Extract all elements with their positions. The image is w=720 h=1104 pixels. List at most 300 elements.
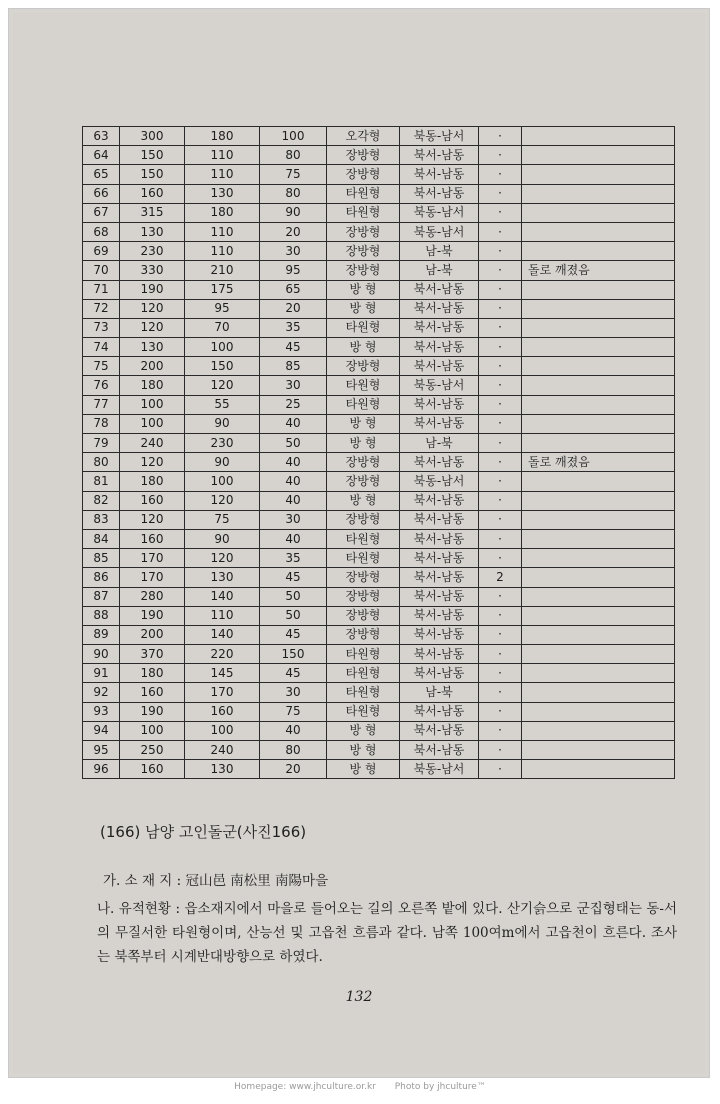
table-row	[83, 146, 675, 165]
table-cell: 남-북	[400, 261, 479, 280]
table-cell: 150	[120, 165, 185, 184]
table-cell: 방 형	[327, 721, 400, 740]
table-cell: 230	[185, 434, 260, 453]
table-cell: 93	[83, 702, 120, 721]
site-description: 나. 유적현황 : 읍소재지에서 마을로 들어오는 길의 오른쪽 밭에 있다. 산기슭으로 군집형태는 동-서의 무질서한 타원형이며, 산능선 및 고읍천 흐름과 같다. 남쪽 100여m에서 고읍천이 흐른다. 조사는 북쪽부터 시계반대방향으로 하였다.	[97, 901, 677, 965]
table-cell: 63	[83, 127, 120, 146]
table-cell: 타원형	[327, 203, 400, 222]
table-cell: 북서-남동	[400, 549, 479, 568]
table-cell: 북서-남동	[400, 318, 479, 337]
table-row	[83, 587, 675, 606]
table-cell: 북서-남동	[400, 568, 479, 587]
table-cell: 방 형	[327, 414, 400, 433]
table-cell: 190	[120, 280, 185, 299]
table-cell: 30	[260, 242, 327, 261]
table-cell: 40	[260, 414, 327, 433]
table-cell: ·	[479, 203, 522, 222]
table-cell: 장방형	[327, 510, 400, 529]
table-cell: 110	[185, 606, 260, 625]
table-cell: 타원형	[327, 664, 400, 683]
table-cell: 장방형	[327, 146, 400, 165]
table-cell: 92	[83, 683, 120, 702]
table-cell: 80	[260, 184, 327, 203]
table-cell: 장방형	[327, 357, 400, 376]
table-cell: 200	[120, 625, 185, 644]
table-row	[83, 664, 675, 683]
table-cell: ·	[479, 261, 522, 280]
table-cell	[522, 760, 675, 779]
table-row	[83, 434, 675, 453]
table-cell: 150	[185, 357, 260, 376]
table-cell: 북서-남동	[400, 357, 479, 376]
table-cell: 북동-남서	[400, 760, 479, 779]
table-cell: 160	[120, 184, 185, 203]
table-cell: 80	[83, 453, 120, 472]
table-cell: 240	[185, 741, 260, 760]
table-cell: ·	[479, 165, 522, 184]
table-cell: 100	[120, 414, 185, 433]
table-cell: 방 형	[327, 741, 400, 760]
table-cell: 160	[185, 702, 260, 721]
table-row	[83, 472, 675, 491]
section-title: (166) 남양 고인돌군(사진166)	[100, 823, 307, 841]
table-cell: 20	[260, 760, 327, 779]
table-cell: 160	[120, 529, 185, 548]
table-row	[83, 318, 675, 337]
table-row	[83, 338, 675, 357]
table-cell: 북서-남동	[400, 741, 479, 760]
table-cell: 200	[120, 357, 185, 376]
table-cell: 35	[260, 318, 327, 337]
table-cell: 170	[120, 549, 185, 568]
table-cell: ·	[479, 414, 522, 433]
table-row	[83, 702, 675, 721]
table-cell: ·	[479, 357, 522, 376]
table-cell: 120	[120, 510, 185, 529]
table-cell: 160	[120, 683, 185, 702]
table-cell: ·	[479, 184, 522, 203]
table-cell: 타원형	[327, 645, 400, 664]
table-cell: 120	[120, 453, 185, 472]
table-cell: 북서-남동	[400, 510, 479, 529]
table-cell	[522, 395, 675, 414]
table-cell: 180	[120, 472, 185, 491]
table-cell: ·	[479, 338, 522, 357]
table-row	[83, 357, 675, 376]
table-cell: 30	[260, 683, 327, 702]
table-cell: 40	[260, 472, 327, 491]
table-cell	[522, 721, 675, 740]
table-cell: 북서-남동	[400, 491, 479, 510]
table-cell: 50	[260, 606, 327, 625]
table-cell: 북서-남동	[400, 146, 479, 165]
table-cell	[522, 376, 675, 395]
table-cell: 75	[260, 702, 327, 721]
table-cell: 67	[83, 203, 120, 222]
table-cell: 64	[83, 146, 120, 165]
table-cell: 100	[185, 338, 260, 357]
table-cell	[522, 434, 675, 453]
table-cell: 110	[185, 242, 260, 261]
table-cell: ·	[479, 510, 522, 529]
table-cell: 145	[185, 664, 260, 683]
table-cell	[522, 510, 675, 529]
table-cell	[522, 664, 675, 683]
table-cell: 50	[260, 587, 327, 606]
table-cell: 북서-남동	[400, 414, 479, 433]
table-cell: 40	[260, 721, 327, 740]
table-cell: 66	[83, 184, 120, 203]
table-cell: 84	[83, 529, 120, 548]
table-cell: 75	[83, 357, 120, 376]
table-cell: 70	[185, 318, 260, 337]
table-cell: 장방형	[327, 568, 400, 587]
table-cell	[522, 625, 675, 644]
table-cell: 190	[120, 702, 185, 721]
table-cell: 타원형	[327, 395, 400, 414]
table-cell: 장방형	[327, 165, 400, 184]
table-cell: ·	[479, 741, 522, 760]
table-cell: 20	[260, 222, 327, 241]
table-cell: 방 형	[327, 299, 400, 318]
table-cell: 장방형	[327, 625, 400, 644]
table-cell: 82	[83, 491, 120, 510]
table-cell	[522, 146, 675, 165]
location-line: 가. 소 재 지 : 冠山邑 南松里 南陽마을	[103, 873, 329, 889]
table-cell	[522, 165, 675, 184]
table-cell: 81	[83, 472, 120, 491]
table-cell: 장방형	[327, 453, 400, 472]
table-cell: 100	[185, 721, 260, 740]
table-cell: 180	[120, 376, 185, 395]
table-cell: 45	[260, 568, 327, 587]
table-cell: 120	[185, 491, 260, 510]
table-cell: 북서-남동	[400, 721, 479, 740]
table-cell: 40	[260, 529, 327, 548]
table-cell	[522, 491, 675, 510]
table-cell: 110	[185, 222, 260, 241]
table-cell: 오각형	[327, 127, 400, 146]
table-cell	[522, 203, 675, 222]
table-cell	[522, 414, 675, 433]
table-row	[83, 127, 675, 146]
table-cell: 90	[260, 203, 327, 222]
table-cell: ·	[479, 395, 522, 414]
table-cell: 80	[260, 146, 327, 165]
page-frame	[8, 8, 710, 1078]
table-cell: 북서-남동	[400, 184, 479, 203]
table-cell: 북서-남동	[400, 702, 479, 721]
table-cell: 89	[83, 625, 120, 644]
table-cell: 86	[83, 568, 120, 587]
table-cell: 타원형	[327, 529, 400, 548]
table-cell: 90	[185, 453, 260, 472]
table-cell: 방 형	[327, 338, 400, 357]
table-cell: 94	[83, 721, 120, 740]
table-cell: 110	[185, 165, 260, 184]
table-cell	[522, 549, 675, 568]
table-cell: 타원형	[327, 683, 400, 702]
table-cell: 150	[260, 645, 327, 664]
table-cell	[522, 606, 675, 625]
table-cell: 140	[185, 625, 260, 644]
table-cell: ·	[479, 664, 522, 683]
table-cell: 170	[185, 683, 260, 702]
table-cell: 130	[185, 184, 260, 203]
table-cell: ·	[479, 606, 522, 625]
table-cell: 북동-남서	[400, 127, 479, 146]
table-cell: 120	[185, 376, 260, 395]
document-page	[13, 13, 705, 1073]
table-row	[83, 280, 675, 299]
table-cell: 45	[260, 338, 327, 357]
table-cell: 북서-남동	[400, 529, 479, 548]
table-row	[83, 683, 675, 702]
table-cell: 76	[83, 376, 120, 395]
table-cell: 돌로 깨졌음	[522, 453, 675, 472]
table-row	[83, 741, 675, 760]
table-row	[83, 376, 675, 395]
table-row	[83, 606, 675, 625]
table-cell: 100	[120, 721, 185, 740]
table-cell: 95	[260, 261, 327, 280]
page-number: 132	[345, 989, 373, 1005]
table-cell	[522, 242, 675, 261]
table-cell: 타원형	[327, 702, 400, 721]
table-cell: ·	[479, 453, 522, 472]
table-row	[83, 299, 675, 318]
table-cell: 타원형	[327, 549, 400, 568]
table-cell: 100	[185, 472, 260, 491]
table-cell	[522, 338, 675, 357]
table-cell: 돌로 깨졌음	[522, 261, 675, 280]
table-cell: ·	[479, 549, 522, 568]
table-cell	[522, 587, 675, 606]
homepage-link[interactable]: Homepage: www.jhculture.or.kr	[234, 1082, 376, 1092]
table-cell: 50	[260, 434, 327, 453]
table-cell: 45	[260, 664, 327, 683]
table-cell: 91	[83, 664, 120, 683]
table-cell: ·	[479, 760, 522, 779]
table-cell: 95	[83, 741, 120, 760]
table-cell: 220	[185, 645, 260, 664]
table-cell	[522, 741, 675, 760]
table-cell: 55	[185, 395, 260, 414]
table-cell: 40	[260, 491, 327, 510]
table-row	[83, 645, 675, 664]
table-cell: 타원형	[327, 184, 400, 203]
table-cell: ·	[479, 127, 522, 146]
table-cell	[522, 702, 675, 721]
table-cell: 175	[185, 280, 260, 299]
table-cell	[522, 683, 675, 702]
table-cell: 북서-남동	[400, 395, 479, 414]
table-cell: 방 형	[327, 434, 400, 453]
table-cell: 180	[120, 664, 185, 683]
table-cell: 북서-남동	[400, 625, 479, 644]
table-cell: 45	[260, 625, 327, 644]
table-cell: 180	[185, 127, 260, 146]
table-row	[83, 491, 675, 510]
table-cell: ·	[479, 683, 522, 702]
table-cell: 72	[83, 299, 120, 318]
table-cell: 68	[83, 222, 120, 241]
table-row	[83, 222, 675, 241]
table-row	[83, 510, 675, 529]
table-cell: 장방형	[327, 606, 400, 625]
table-cell: 100	[260, 127, 327, 146]
table-cell: 230	[120, 242, 185, 261]
table-cell: ·	[479, 299, 522, 318]
table-cell: 방 형	[327, 280, 400, 299]
table-row	[83, 184, 675, 203]
table-cell: 방 형	[327, 760, 400, 779]
table-cell: 2	[479, 568, 522, 587]
table-cell: 북동-남서	[400, 376, 479, 395]
table-cell: ·	[479, 625, 522, 644]
table-cell: 120	[120, 318, 185, 337]
table-cell: 30	[260, 376, 327, 395]
table-cell: 130	[185, 568, 260, 587]
table-cell: 90	[185, 529, 260, 548]
table-cell: 75	[260, 165, 327, 184]
table-row	[83, 568, 675, 587]
table-row	[83, 453, 675, 472]
table-row	[83, 721, 675, 740]
table-cell: 75	[185, 510, 260, 529]
table-cell: 150	[120, 146, 185, 165]
table-cell: 79	[83, 434, 120, 453]
table-cell	[522, 280, 675, 299]
table-cell: 25	[260, 395, 327, 414]
table-cell: ·	[479, 491, 522, 510]
table-row	[83, 625, 675, 644]
table-cell: 110	[185, 146, 260, 165]
table-cell: 95	[185, 299, 260, 318]
table-cell: 40	[260, 453, 327, 472]
table-row	[83, 242, 675, 261]
table-cell: 130	[185, 760, 260, 779]
table-cell	[522, 568, 675, 587]
table-cell	[522, 127, 675, 146]
table-cell: 90	[185, 414, 260, 433]
table-cell: ·	[479, 702, 522, 721]
dolmen-table	[82, 126, 675, 779]
table-cell: ·	[479, 318, 522, 337]
table-cell: 북동-남서	[400, 203, 479, 222]
table-cell: 120	[120, 299, 185, 318]
table-cell: 방 형	[327, 491, 400, 510]
table-cell: 북서-남동	[400, 165, 479, 184]
table-cell: 70	[83, 261, 120, 280]
photo-credit-footer	[0, 1082, 720, 1092]
table-cell: 타원형	[327, 318, 400, 337]
table-cell: 타원형	[327, 376, 400, 395]
table-cell: 140	[185, 587, 260, 606]
table-cell: 장방형	[327, 472, 400, 491]
table-cell: 315	[120, 203, 185, 222]
table-cell: 96	[83, 760, 120, 779]
table-row	[83, 529, 675, 548]
table-cell: 남-북	[400, 434, 479, 453]
table-cell: ·	[479, 222, 522, 241]
table-cell	[522, 299, 675, 318]
table-cell: 100	[120, 395, 185, 414]
table-cell: 65	[260, 280, 327, 299]
table-cell: 85	[260, 357, 327, 376]
table-cell: ·	[479, 645, 522, 664]
table-cell	[522, 529, 675, 548]
table-cell: 30	[260, 510, 327, 529]
table-cell: ·	[479, 376, 522, 395]
table-cell: 130	[120, 338, 185, 357]
table-cell: 87	[83, 587, 120, 606]
table-cell: 330	[120, 261, 185, 280]
table-cell	[522, 357, 675, 376]
table-cell	[522, 318, 675, 337]
table-cell: 북서-남동	[400, 338, 479, 357]
table-cell: 남-북	[400, 683, 479, 702]
table-cell: 88	[83, 606, 120, 625]
table-row	[83, 395, 675, 414]
table-cell: ·	[479, 587, 522, 606]
table-cell: ·	[479, 280, 522, 299]
photo-credit: Photo by jhculture™	[394, 1082, 486, 1092]
table-cell: 북서-남동	[400, 587, 479, 606]
table-cell: 250	[120, 741, 185, 760]
table-cell: 190	[120, 606, 185, 625]
dolmen-table-body	[83, 127, 675, 779]
table-cell: 35	[260, 549, 327, 568]
table-cell: 장방형	[327, 261, 400, 280]
table-cell: 180	[185, 203, 260, 222]
table-cell: 90	[83, 645, 120, 664]
table-cell: 71	[83, 280, 120, 299]
table-cell: 장방형	[327, 222, 400, 241]
table-cell: 북서-남동	[400, 453, 479, 472]
table-cell: 210	[185, 261, 260, 280]
table-cell: ·	[479, 146, 522, 165]
table-cell: 69	[83, 242, 120, 261]
table-cell: 북서-남동	[400, 606, 479, 625]
table-cell: 남-북	[400, 242, 479, 261]
table-cell: 370	[120, 645, 185, 664]
table-cell: 65	[83, 165, 120, 184]
table-cell: 장방형	[327, 242, 400, 261]
table-cell: 170	[120, 568, 185, 587]
table-cell: 78	[83, 414, 120, 433]
table-cell: 북서-남동	[400, 280, 479, 299]
table-cell: 80	[260, 741, 327, 760]
table-cell: ·	[479, 529, 522, 548]
table-cell	[522, 645, 675, 664]
table-cell: 20	[260, 299, 327, 318]
table-cell	[522, 222, 675, 241]
table-cell: 240	[120, 434, 185, 453]
table-row	[83, 261, 675, 280]
table-cell	[522, 184, 675, 203]
table-cell: 300	[120, 127, 185, 146]
table-row	[83, 760, 675, 779]
table-cell: 280	[120, 587, 185, 606]
table-cell: 북서-남동	[400, 664, 479, 683]
table-cell: ·	[479, 434, 522, 453]
table-cell: ·	[479, 472, 522, 491]
table-cell: 장방형	[327, 587, 400, 606]
table-cell: 160	[120, 491, 185, 510]
table-cell: 120	[185, 549, 260, 568]
table-row	[83, 414, 675, 433]
